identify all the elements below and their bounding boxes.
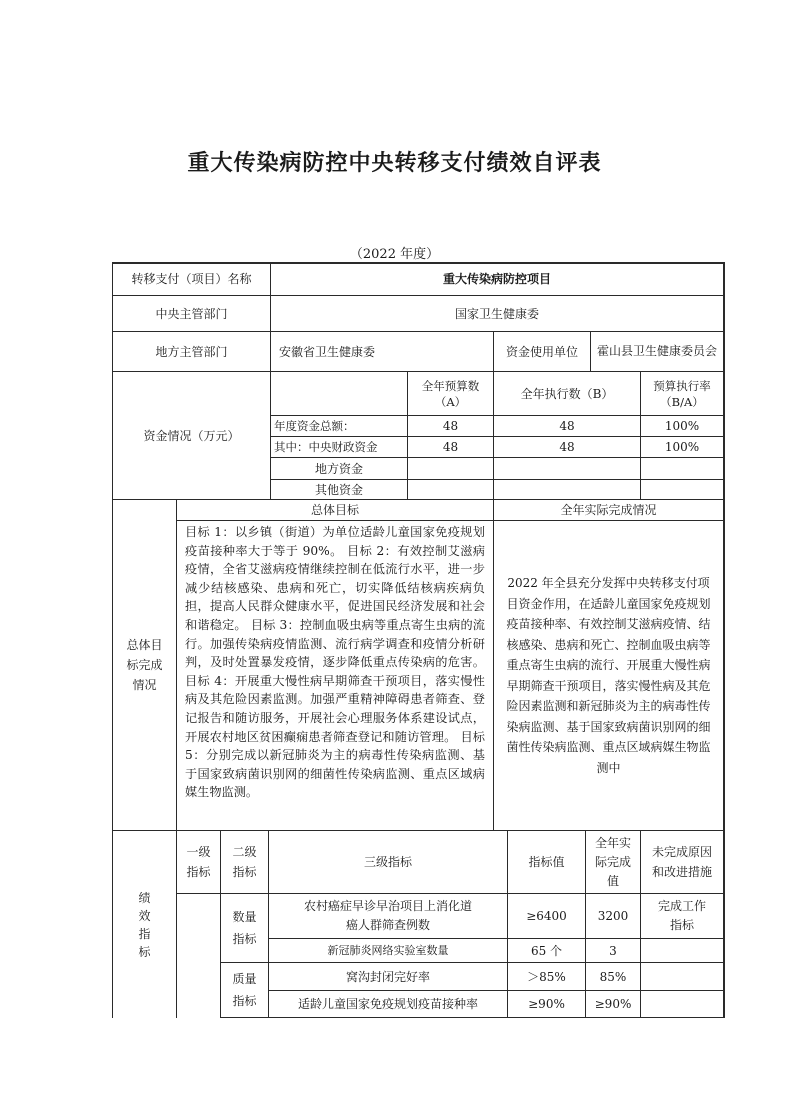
indicator-target: 65 个	[530, 943, 563, 958]
indicator-target: ≥90%	[528, 997, 565, 1011]
goals-label: 总体目标完成情况	[126, 638, 163, 692]
funds-row-budget: 48	[442, 419, 459, 433]
funds-label: 资金情况（万元）	[143, 428, 240, 443]
funds-row-label: 其他资金	[314, 482, 363, 497]
central-dept-label: 中央主管部门	[155, 306, 228, 321]
goal-text: 目标 1：以乡镇（街道）为单位适龄儿童国家免疫规划疫苗接种率大于等于 90%。 目标 2：有效控制艾滋病疫情，全省艾滋病疫情继续控制在低流行水平，进一步减少结核感染、患病和死亡，切实降低结核病疾病负担，提高人民群众健康水平，促进国民经济发展和社会和谐稳定。 目标 3：控制血吸虫病等重点寄生虫病的流行。加强传染病疫情监测、流行病学调查和疫情分析研判，及时处置暴发疫情，逐步降低重点传染病的危害。 目标 4：开展重大慢性病早期筛查干预项目，落实慢性病及其危险因素监测。加强严重精神障碍患者筛查、登记报告和随访服务，开展社会心理服务体系建设试点，开展农村地区贫困癫痫患者筛查登记和随访管理。 目标 5：分别完成以新冠肺炎为主的病毒性传染病监测、基于国家致病菌识别网的细菌性传染病监测、重点区域病媒生物监测。	[185, 525, 485, 800]
indicator-reason: 完成工作指标	[657, 899, 706, 932]
funds-row-exec	[494, 458, 640, 479]
header-level2: 二级指标	[232, 845, 257, 879]
indicator-name: 农村癌症早诊早治项目上消化道癌人群筛查例数	[303, 899, 472, 932]
header-level1: 一级指标	[186, 845, 211, 879]
level2-quantity: 数量指标	[232, 910, 257, 946]
actual-header: 全年实际完成情况	[560, 503, 657, 517]
funds-row-exec: 48	[559, 419, 575, 433]
indicator-reason	[641, 991, 723, 1017]
indicator-name: 适龄儿童国家免疫规划疫苗接种率	[297, 997, 478, 1011]
funds-row-budget: 48	[442, 440, 459, 454]
indicator-actual: 85%	[599, 969, 627, 984]
funds-row-budget	[408, 458, 493, 479]
header-reason: 未完成原因和改进措施	[651, 845, 712, 879]
local-dept-label: 地方主管部门	[155, 344, 228, 359]
funds-row-rate: 100%	[664, 419, 700, 433]
funds-row-exec: 48	[559, 440, 575, 454]
header-level3: 三级指标	[363, 855, 412, 869]
indicator-actual: 3	[609, 943, 617, 958]
year-label: （2022 年度）	[349, 247, 440, 262]
funds-col-budget: 全年预算数（A）	[421, 378, 480, 409]
funds-row-label: 其中：中央财政资金	[274, 440, 378, 454]
indicators-label: 绩效指标	[138, 890, 151, 959]
indicator-target: ≥6400	[526, 909, 567, 923]
indicator-actual: ≥90%	[594, 997, 632, 1011]
actual-text: 2022 年全县充分发挥中央转移支付项目资金作用，在适龄儿童国家免疫规划疫苗接种率、有效控制艾滋病疫情、结核感染、患病和死亡、控制血吸虫病等重点寄生虫病的流行、开展重大慢性病早期筛查干预项目，落实慢性病及其危险因素监测和新冠肺炎为主的病毒性传染病监测、基于国家致病菌识别网的细菌性传染病监测、重点区域病媒生物监测中	[506, 576, 711, 775]
local-dept-value: 安徽省卫生健康委	[279, 344, 376, 359]
funds-row-rate	[641, 458, 723, 479]
funds-row-rate: 100%	[664, 440, 700, 454]
indicator-name: 新冠肺炎网络实验室数量	[327, 943, 449, 957]
indicator-reason	[641, 963, 723, 990]
fund-user-value: 霍山县卫生健康委员会	[596, 344, 717, 358]
goals-header: 总体目标	[310, 503, 359, 517]
funds-col-exec: 全年执行数（B）	[520, 386, 614, 401]
fund-user-label: 资金使用单位	[505, 344, 578, 359]
funds-row-label: 地方资金	[314, 461, 363, 476]
funds-row-rate	[641, 480, 723, 499]
funds-row-exec	[494, 480, 640, 499]
header-actual: 全年实际完成值	[594, 835, 631, 888]
page-title: 重大传染病防控中央转移支付绩效自评表	[187, 151, 602, 176]
indicator-actual: 3200	[597, 909, 629, 923]
funds-row-label: 年度资金总额：	[274, 419, 355, 433]
funds-col-rate: 预算执行率（B/A）	[653, 378, 711, 409]
indicator-name: 窝沟封闭完好率	[345, 969, 430, 984]
project-name-value: 重大传染病防控项目	[442, 272, 551, 286]
funds-row-budget	[408, 480, 493, 499]
header-target: 指标值	[528, 855, 565, 869]
indicator-reason	[641, 939, 723, 962]
central-dept-value: 国家卫生健康委	[454, 306, 539, 321]
level2-quality: 质量指标	[232, 972, 257, 1008]
project-name-label: 转移支付（项目）名称	[131, 272, 252, 286]
indicator-target: ＞85%	[527, 969, 566, 984]
